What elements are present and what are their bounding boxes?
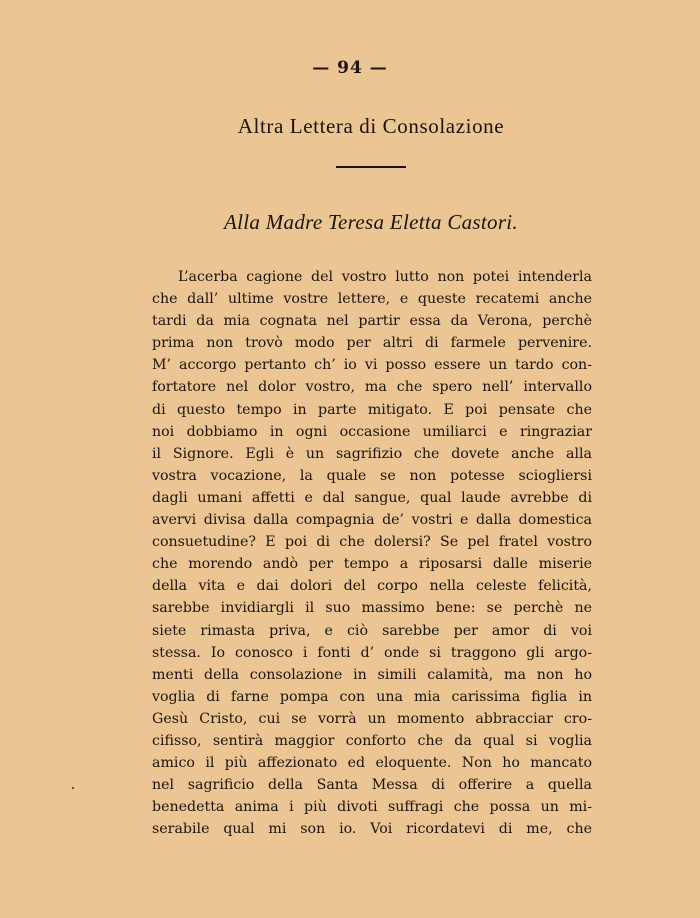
body-line: menti della consolazione in simili calamità, ma non ho: [152, 666, 592, 683]
paper-speck: [72, 787, 74, 789]
body-line: consuetudine? E poi di che dolersi? Se pel fratel vostro: [152, 534, 592, 551]
body-line: sarebbe invidiargli il suo massimo bene: se perchè ne: [152, 600, 592, 617]
body-line: dagli umani affetti e dal sangue, qual laude avrebbe di: [152, 489, 592, 506]
body-line: di questo tempo in parte mitigato. E poi pensate che: [152, 401, 592, 418]
body-line: noi dobbiamo in ogni occasione umiliarci e ringraziar: [152, 423, 592, 440]
letter-title: Altra Lettera di Consolazione: [237, 114, 505, 138]
letter-body: [152, 266, 592, 840]
body-line: il Signore. Egli è un sagrifizio che dovete anche alla: [152, 445, 592, 462]
body-line: serabile qual mi son io. Voi ricordatevi di me, che: [152, 821, 592, 838]
body-line: che dall’ ultime vostre lettere, e queste recatemi anche: [152, 291, 592, 308]
body-line: che morendo andò per tempo a riposarsi dalle miserie: [152, 556, 592, 573]
body-line: L’acerba cagione del vostro lutto non potei intenderla: [178, 269, 592, 285]
body-line: fortatore nel dolor vostro, ma che spero nell’ intervallo: [152, 379, 592, 396]
body-line: M’ accorgo pertanto ch’ io vi posso essere un tardo con-: [152, 357, 592, 374]
body-line: voglia di farne pompa con una mia carissima figlia in: [152, 688, 592, 705]
body-line: nel sagrificio della Santa Messa di offerire a quella: [152, 777, 592, 794]
body-line: della vita e dai dolori del corpo nella celeste felicità,: [152, 578, 592, 595]
letter-addressee: Alla Madre Teresa Eletta Castori.: [224, 210, 518, 234]
body-line: avervi divisa dalla compagnia de’ vostri e dalla domestica: [152, 512, 592, 529]
body-line: Gesù Cristo, cui se vorrà un momento abbracciar cro-: [152, 710, 592, 727]
body-line: vostra vocazione, la quale se non potesse sciogliersi: [152, 467, 592, 484]
title-divider: [336, 166, 406, 168]
body-line: amico il più affezionato ed eloquente. Non ho mancato: [152, 755, 592, 772]
body-line: cifisso, sentirà maggior conforto che da qual si voglia: [152, 732, 592, 749]
page-number: — 94 —: [312, 58, 388, 78]
body-line: siete rimasta priva, e ciò sarebbe per amor di voi: [152, 622, 592, 639]
body-line: benedetta anima i più divoti suffragi che possa un mi-: [152, 799, 592, 816]
body-line: stessa. Io conosco i fonti d’ onde si traggono gli argo-: [152, 644, 592, 661]
body-line: prima non trovò modo per altri di farmele pervenire.: [152, 335, 592, 352]
body-line: tardi da mia cognata nel partir essa da Verona, perchè: [152, 313, 592, 330]
